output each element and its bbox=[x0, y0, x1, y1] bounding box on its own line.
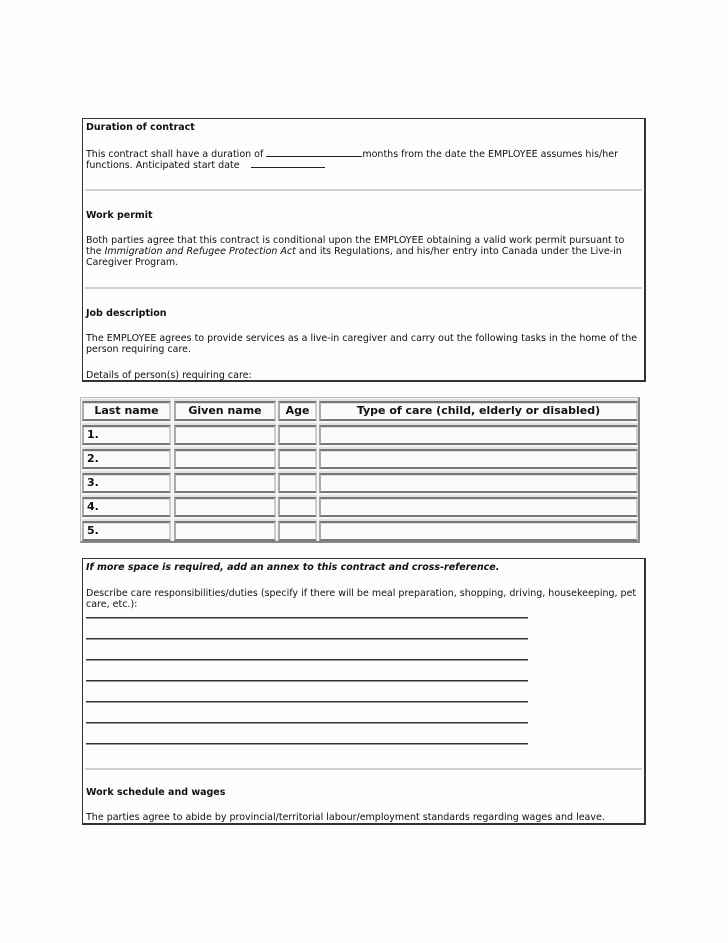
section-divider bbox=[85, 287, 642, 289]
row-1-given-name[interactable] bbox=[174, 425, 276, 445]
duration-heading: Duration of contract bbox=[86, 122, 195, 133]
duration-line-1-post: months from the date the EMPLOYEE assumes his/her bbox=[362, 149, 619, 160]
row-2-given-name[interactable] bbox=[174, 449, 276, 469]
row-4-age[interactable] bbox=[278, 497, 317, 517]
describe-duties-line-1: Describe care responsibilities/duties (specify if there will be meal preparation, shopping, driving, housekeeping, pet bbox=[86, 588, 637, 599]
job-description-line-2: person requiring care. bbox=[86, 344, 192, 355]
duties-blank-line-6[interactable] bbox=[86, 722, 528, 724]
contract-section-box-1 bbox=[82, 118, 646, 382]
work-permit-line-1: Both parties agree that this contract is conditional upon the EMPLOYEE obtaining a valid work permit pursuant to bbox=[86, 235, 625, 246]
duties-blank-line-2[interactable] bbox=[86, 638, 528, 640]
duties-blank-line-4[interactable] bbox=[86, 680, 528, 682]
work-permit-line-2-post: and its Regulations, and his/her entry into Canada under the Live-in bbox=[295, 246, 622, 257]
work-permit-heading: Work permit bbox=[86, 210, 153, 221]
annex-note: If more space is required, add an annex to this contract and cross-reference. bbox=[86, 562, 500, 573]
row-2-type-of-care[interactable] bbox=[319, 449, 638, 469]
row-2-age[interactable] bbox=[278, 449, 317, 469]
section-divider bbox=[85, 768, 642, 770]
duration-line-2 bbox=[86, 158, 325, 171]
header-type-of-care: Type of care (child, elderly or disabled) bbox=[319, 401, 638, 421]
row-2-last-name[interactable]: 2. bbox=[82, 449, 171, 469]
contract-section-box-2 bbox=[82, 558, 646, 825]
duties-blank-line-3[interactable] bbox=[86, 659, 528, 661]
job-description-line-1: The EMPLOYEE agrees to provide services as a live-in caregiver and carry out the following tasks in the home of the bbox=[86, 333, 638, 344]
persons-requiring-care-table bbox=[80, 397, 640, 543]
header-age: Age bbox=[278, 401, 317, 421]
row-4-type-of-care[interactable] bbox=[319, 497, 638, 517]
work-permit-line-2-pre: the bbox=[86, 246, 105, 257]
row-3-age[interactable] bbox=[278, 473, 317, 493]
act-name: Immigration and Refugee Protection Act bbox=[104, 246, 296, 257]
row-5-age[interactable] bbox=[278, 521, 317, 541]
start-date-field[interactable] bbox=[251, 158, 325, 168]
row-4-last-name[interactable]: 4. bbox=[82, 497, 171, 517]
duration-line-1-pre: This contract shall have a duration of bbox=[86, 149, 264, 160]
section-divider bbox=[85, 189, 642, 191]
row-1-type-of-care[interactable] bbox=[319, 425, 638, 445]
row-5-last-name[interactable]: 5. bbox=[82, 521, 171, 541]
row-3-given-name[interactable] bbox=[174, 473, 276, 493]
row-1-age[interactable] bbox=[278, 425, 317, 445]
work-permit-line-2 bbox=[86, 246, 622, 257]
job-description-heading: Job description bbox=[86, 308, 167, 319]
header-last-name: Last name bbox=[82, 401, 171, 421]
row-5-type-of-care[interactable] bbox=[319, 521, 638, 541]
work-schedule-heading: Work schedule and wages bbox=[86, 787, 226, 798]
row-3-last-name[interactable]: 3. bbox=[82, 473, 171, 493]
row-1-last-name[interactable]: 1. bbox=[82, 425, 171, 445]
duration-months-field[interactable] bbox=[266, 147, 362, 157]
details-label: Details of person(s) requiring care: bbox=[86, 370, 252, 381]
row-3-type-of-care[interactable] bbox=[319, 473, 638, 493]
duties-blank-line-5[interactable] bbox=[86, 701, 528, 703]
describe-duties-line-2: care, etc.): bbox=[86, 599, 138, 610]
work-permit-line-3: Caregiver Program. bbox=[86, 257, 179, 268]
header-given-name: Given name bbox=[174, 401, 276, 421]
duration-line-2-text: functions. Anticipated start date bbox=[86, 160, 240, 171]
row-4-given-name[interactable] bbox=[174, 497, 276, 517]
row-5-given-name[interactable] bbox=[174, 521, 276, 541]
duties-blank-line-1[interactable] bbox=[86, 617, 528, 619]
work-schedule-line-1: The parties agree to abide by provincial/territorial labour/employment standards regarding wages and leave. bbox=[86, 812, 605, 823]
duties-blank-line-7[interactable] bbox=[86, 743, 528, 745]
